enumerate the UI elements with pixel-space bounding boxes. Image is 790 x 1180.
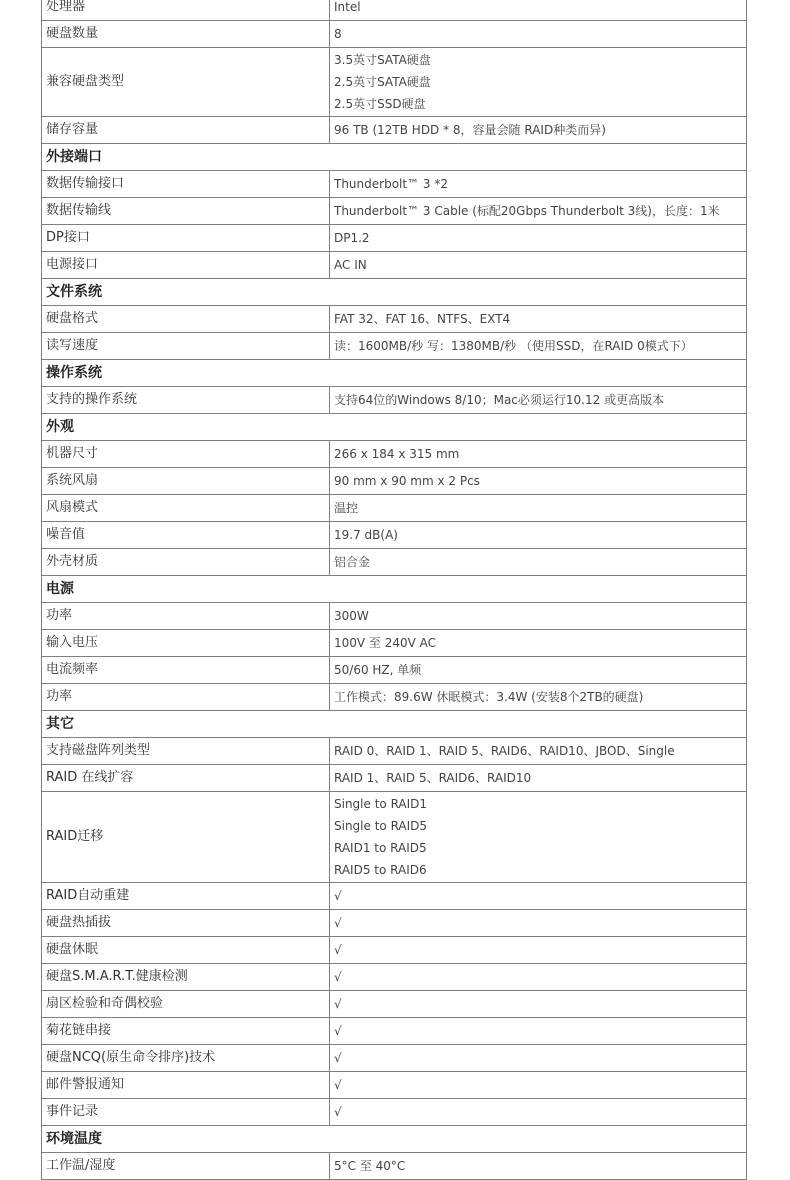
spec-value-line: 96 TB (12TB HDD * 8，容量会随 RAID种类而异): [334, 123, 606, 137]
section-title: 电源: [42, 576, 747, 603]
spec-label: 硬盘S.M.A.R.T.健康检测: [42, 964, 330, 991]
spec-value-line: AC IN: [334, 258, 367, 272]
spec-label: 硬盘数量: [42, 21, 330, 48]
spec-label: 功率: [42, 603, 330, 630]
spec-value-line: 50/60 HZ, 单频: [334, 663, 422, 677]
spec-label: 硬盘NCQ(原生命令排序)技术: [42, 1045, 330, 1072]
spec-row: [42, 1099, 747, 1126]
section-header-row: [42, 144, 747, 171]
spec-value-line: 8: [334, 27, 342, 41]
spec-row: [42, 306, 747, 333]
spec-value: [330, 684, 747, 711]
spec-value-line: DP1.2: [334, 231, 370, 245]
spec-value-line: Intel: [334, 0, 361, 14]
spec-label: 事件记录: [42, 1099, 330, 1126]
spec-value-line: 铝合金: [334, 555, 371, 569]
spec-row: [42, 765, 747, 792]
spec-label: 工作温/湿度: [42, 1153, 330, 1180]
spec-value: [330, 991, 747, 1018]
spec-row: [42, 441, 747, 468]
spec-row: [42, 964, 747, 991]
spec-value: [330, 549, 747, 576]
section-header-row: [42, 1126, 747, 1153]
spec-value: [330, 171, 747, 198]
spec-value: [330, 117, 747, 144]
spec-value: [330, 657, 747, 684]
spec-row: [42, 549, 747, 576]
spec-row: [42, 1045, 747, 1072]
spec-label: 电流频率: [42, 657, 330, 684]
spec-value: [330, 0, 747, 21]
spec-row: [42, 468, 747, 495]
spec-row: [42, 387, 747, 414]
spec-value: [330, 792, 747, 883]
spec-value-line: Single to RAID5: [334, 819, 428, 833]
spec-row: [42, 0, 747, 21]
spec-value: [330, 910, 747, 937]
spec-label: 菊花链串接: [42, 1018, 330, 1045]
section-header-row: [42, 360, 747, 387]
spec-table: [41, 0, 747, 1180]
spec-value: [330, 495, 747, 522]
spec-label: 处理器: [42, 0, 330, 21]
spec-row: [42, 937, 747, 964]
spec-value: [330, 333, 747, 360]
spec-row: [42, 630, 747, 657]
spec-value-line: 19.7 dB(A): [334, 528, 398, 542]
spec-value-line: RAID 0、RAID 1、RAID 5、RAID6、RAID10、JBOD、Single: [334, 744, 675, 758]
section-header-row: [42, 711, 747, 738]
spec-value-line: FAT 32、FAT 16、NTFS、EXT4: [334, 312, 511, 326]
spec-label: 数据传输线: [42, 198, 330, 225]
spec-label: 数据传输接口: [42, 171, 330, 198]
spec-value: [330, 765, 747, 792]
spec-label: 机器尺寸: [42, 441, 330, 468]
spec-row: [42, 738, 747, 765]
spec-value: [330, 198, 747, 225]
spec-row: [42, 1018, 747, 1045]
section-title: 其它: [42, 711, 747, 738]
supported-check: √: [334, 1051, 342, 1065]
spec-label: 系统风扇: [42, 468, 330, 495]
spec-label: 外壳材质: [42, 549, 330, 576]
spec-label: 硬盘休眠: [42, 937, 330, 964]
spec-value-line: Single to RAID1: [334, 797, 428, 811]
spec-value-line: 5°C 至 40°C: [334, 1159, 406, 1173]
spec-label: 邮件警报通知: [42, 1072, 330, 1099]
section-title: 外接端口: [42, 144, 747, 171]
spec-label: 输入电压: [42, 630, 330, 657]
spec-row: [42, 1072, 747, 1099]
spec-value-line: Thunderbolt™ 3 *2: [334, 177, 448, 191]
spec-row: [42, 792, 747, 883]
section-header-row: [42, 414, 747, 441]
section-title: 操作系统: [42, 360, 747, 387]
spec-value-line: 90 mm x 90 mm x 2 Pcs: [334, 474, 480, 488]
supported-check: √: [334, 997, 342, 1011]
spec-row: [42, 991, 747, 1018]
spec-value: [330, 1045, 747, 1072]
supported-check: √: [334, 1024, 342, 1038]
spec-row: [42, 495, 747, 522]
spec-row: [42, 225, 747, 252]
spec-value: [330, 306, 747, 333]
section-header-row: [42, 279, 747, 306]
spec-value: [330, 21, 747, 48]
spec-value: [330, 522, 747, 549]
spec-value: [330, 1153, 747, 1180]
spec-row: [42, 21, 747, 48]
section-title: 外观: [42, 414, 747, 441]
spec-value: [330, 468, 747, 495]
spec-row: [42, 603, 747, 630]
spec-label: 兼容硬盘类型: [42, 48, 330, 117]
spec-label: 噪音值: [42, 522, 330, 549]
spec-value-line: 工作模式：89.6W 休眠模式：3.4W (安装8个2TB的硬盘): [334, 690, 644, 704]
spec-value: [330, 252, 747, 279]
spec-row: [42, 117, 747, 144]
spec-value-line: 读：1600MB/秒 写：1380MB/秒 （使用SSD，在RAID 0模式下）: [334, 339, 693, 353]
supported-check: √: [334, 889, 342, 903]
section-header-row: [42, 576, 747, 603]
supported-check: √: [334, 1078, 342, 1092]
spec-value: [330, 441, 747, 468]
spec-value: [330, 1018, 747, 1045]
spec-row: [42, 48, 747, 117]
supported-check: √: [334, 943, 342, 957]
spec-label: 支持的操作系统: [42, 387, 330, 414]
spec-value-line: 2.5英寸SATA硬盘: [334, 75, 431, 89]
supported-check: √: [334, 970, 342, 984]
spec-value: [330, 883, 747, 910]
spec-value: [330, 964, 747, 991]
spec-value-line: RAID 1、RAID 5、RAID6、RAID10: [334, 771, 532, 785]
spec-value-line: 266 x 184 x 315 mm: [334, 447, 460, 461]
spec-row: [42, 171, 747, 198]
spec-value-line: 支持64位的Windows 8/10；Mac必须运行10.12 或更高版本: [334, 393, 665, 407]
spec-value-line: 100V 至 240V AC: [334, 636, 437, 650]
spec-value: [330, 225, 747, 252]
spec-label: 支持磁盘阵列类型: [42, 738, 330, 765]
spec-label: RAID自动重建: [42, 883, 330, 910]
spec-value: [330, 387, 747, 414]
spec-label: 功率: [42, 684, 330, 711]
spec-value: [330, 603, 747, 630]
spec-value: [330, 1072, 747, 1099]
spec-label: 储存容量: [42, 117, 330, 144]
spec-value: [330, 738, 747, 765]
spec-row: [42, 198, 747, 225]
spec-label: 扇区检验和奇偶校验: [42, 991, 330, 1018]
spec-label: 硬盘热插拔: [42, 910, 330, 937]
spec-row: [42, 522, 747, 549]
supported-check: √: [334, 916, 342, 930]
spec-label: DP接口: [42, 225, 330, 252]
spec-row: [42, 333, 747, 360]
spec-value: [330, 48, 747, 117]
spec-value: [330, 630, 747, 657]
spec-value-line: 2.5英寸SSD硬盘: [334, 97, 426, 111]
spec-value: [330, 937, 747, 964]
spec-row: [42, 910, 747, 937]
spec-row: [42, 252, 747, 279]
section-title: 环境温度: [42, 1126, 747, 1153]
spec-value-line: 温控: [334, 501, 359, 515]
spec-value-line: 3.5英寸SATA硬盘: [334, 53, 431, 67]
spec-table-body: [42, 0, 747, 1180]
spec-row: [42, 883, 747, 910]
section-title: 文件系统: [42, 279, 747, 306]
spec-label: RAID迁移: [42, 792, 330, 883]
spec-value-line: Thunderbolt™ 3 Cable (标配20Gbps Thunderbolt 3线)，长度：1米: [334, 204, 720, 218]
spec-label: 读写速度: [42, 333, 330, 360]
spec-value-line: RAID1 to RAID5: [334, 841, 427, 855]
spec-label: 风扇模式: [42, 495, 330, 522]
spec-row: [42, 1153, 747, 1180]
spec-label: RAID 在线扩容: [42, 765, 330, 792]
supported-check: √: [334, 1105, 342, 1119]
spec-label: 电源接口: [42, 252, 330, 279]
spec-value-line: 300W: [334, 609, 369, 623]
spec-value: [330, 1099, 747, 1126]
spec-row: [42, 657, 747, 684]
spec-label: 硬盘格式: [42, 306, 330, 333]
spec-value-line: RAID5 to RAID6: [334, 863, 427, 877]
spec-row: [42, 684, 747, 711]
